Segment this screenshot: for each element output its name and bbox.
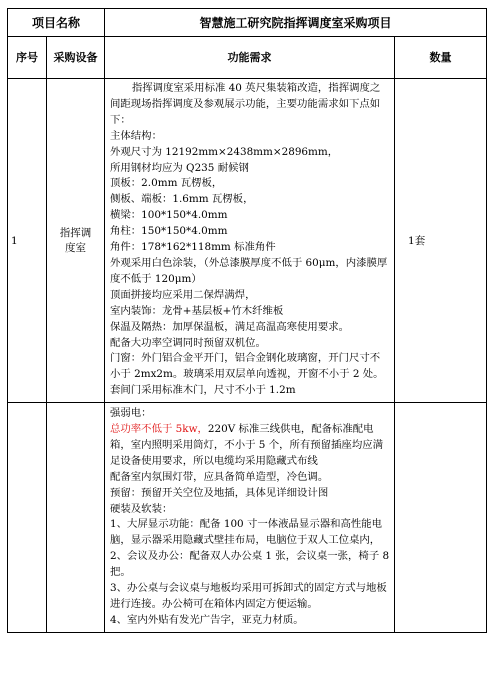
- row-seq: [8, 403, 47, 633]
- row-quantity: 1套: [395, 79, 487, 403]
- requirements-cell: [105, 403, 395, 633]
- requirements-line: 角柱：150*150*4.0mm: [110, 225, 228, 238]
- requirements-line: 保温及隔热：加厚保温板，满足高温高寒使用要求。: [110, 320, 349, 333]
- requirements-line: 顶板：2.0mm 瓦楞板，: [110, 177, 223, 190]
- column-header-quantity: 数量: [395, 37, 487, 79]
- row-equipment: [47, 403, 105, 633]
- project-title: 智慧施工研究院指挥调度室采购项目: [105, 9, 487, 37]
- requirements-line: 室内装饰：龙骨+基层板+竹木纤维板: [110, 304, 284, 317]
- column-header-requirements: 功能需求: [105, 37, 395, 79]
- requirements-line: 侧板、端板：1.6mm 瓦楞板，: [110, 193, 254, 206]
- requirements-line: 配备大功率空调同时预留双机位。: [110, 336, 266, 349]
- requirements-line: 1、大屏显示功能：配备 100 寸一体液晶显示器和高性能电脑，显示器采用隐藏式壁挂布局，电脑位于双人工位桌内，: [110, 518, 383, 547]
- procurement-table-page: [7, 8, 486, 633]
- requirements-line: 3、办公桌与会议桌与地板均采用可拆卸式的固定方式与地板进行连接。办公椅可在箱体内固定方便运输。: [110, 582, 387, 610]
- requirements-line: 门窗：外门铝合金平开门，铝合金钢化玻璃窗，开门尺寸不小于 2mx2m。玻璃采用双层单向透视，开窗不小于 2 处。套间门采用标准木门，尺寸不小于 1.2m: [110, 352, 384, 397]
- table-row: [8, 403, 487, 633]
- requirements-line: 2、会议及办公：配备双人办公桌 1 张，会议桌一张，椅子 8 把。: [110, 550, 390, 579]
- procurement-table: [7, 8, 487, 633]
- column-header-equipment: 采购设备: [47, 37, 105, 79]
- requirements-line: 4、室内外贴有发光广告字，亚克力材质。: [110, 613, 304, 626]
- row-quantity: [395, 403, 487, 633]
- requirements-line: 外观尺寸为 12192mm×2438mm×2896mm，: [110, 145, 339, 158]
- requirements-line: 配备室内氛围灯带，应具备简单造型，冷色调。: [110, 470, 329, 483]
- requirements-line: 预留：预留开关空位及地插，具体见详细设计图: [110, 486, 329, 499]
- column-header-seq: 序号: [8, 37, 47, 79]
- requirements-line: 强弱电：: [110, 407, 152, 420]
- project-header-row: [8, 9, 487, 37]
- requirements-line: 所用钢材均应为 Q235 耐候钢: [110, 161, 249, 174]
- column-header-row: [8, 37, 487, 79]
- requirements-cell: [105, 79, 395, 403]
- requirements-line: 横梁：100*150*4.0mm: [110, 209, 228, 222]
- row-equipment: 指挥调度室: [47, 79, 105, 403]
- requirements-line: 顶面拼接均应采用二保焊满焊，: [110, 288, 256, 301]
- requirements-line: 主体结构：: [110, 129, 162, 142]
- requirements-line: 硬装及软装：: [110, 502, 173, 515]
- project-name-label: 项目名称: [8, 9, 105, 37]
- requirements-line: 角件：178*162*118mm 标准角件: [110, 241, 276, 254]
- requirements-line: 总功率不低于 5kw，220V 标准三线供电，配备标准配电箱，室内照明采用筒灯，不小于 5 个，所有预留插座均应满足设备使用要求，所以电缆均采用隐藏式布线: [110, 423, 383, 467]
- table-row: [8, 79, 487, 403]
- requirements-line: 外观采用白色涂装，（外总漆膜厚度不低于 60μm，内漆膜厚度不低于 120μm）: [110, 256, 388, 285]
- requirements-line: 指挥调度室采用标准 40 英尺集装箱改造，指挥调度之间距现场指挥调度及参观展示功能，主要功能需求如下点如下：: [110, 82, 381, 126]
- row-seq: 1: [8, 79, 47, 403]
- power-requirement-highlight: 总功率不低于 5kw，: [110, 423, 208, 436]
